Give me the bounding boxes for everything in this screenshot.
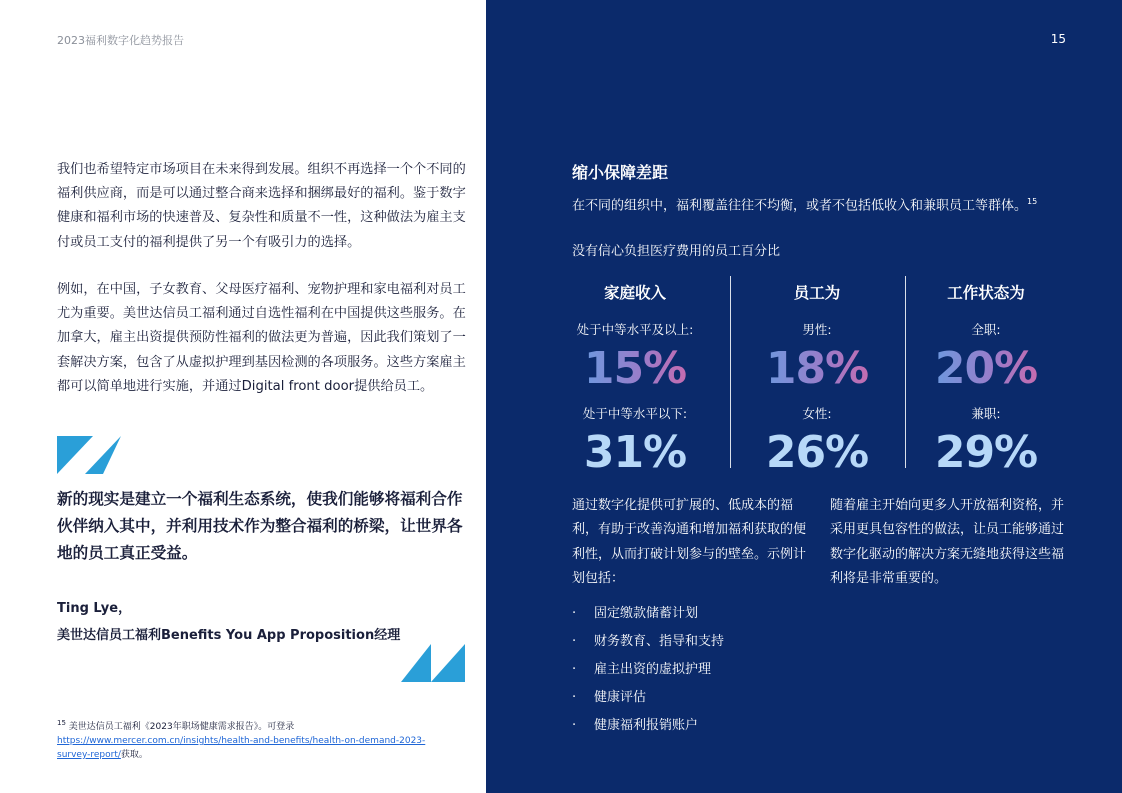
footnote-link[interactable]: https://www.mercer.com.cn/insights/health-and-benefits/health-on-demand-2023-survey-report/ [57, 736, 426, 760]
subtitle-text: 在不同的组织中，福利覆盖往往不均衡，或者不包括低收入和兼职员工等群体。 [572, 198, 1028, 214]
stat-label-top: 男性: [802, 322, 832, 337]
list-item [572, 688, 724, 716]
section-title: 缩小保障差距 [572, 163, 669, 182]
column-divider [730, 276, 731, 468]
stat-column-work-status [914, 278, 1058, 482]
list-item [572, 660, 724, 688]
stat-label-bottom: 女性: [802, 406, 832, 421]
footnote [57, 716, 457, 762]
footnote-text: 美世达信员工福利《2023年职场健康需求报告》。可登录 [65, 722, 295, 732]
stat-value-bottom: 29% [934, 427, 1038, 478]
list-item-text: 雇主出资的虚拟护理 [594, 662, 712, 677]
quote-mark-icon [57, 436, 121, 474]
bullet-icon: · [572, 662, 577, 677]
stat-value-bottom: 26% [765, 427, 869, 478]
page-number: 15 [1050, 32, 1066, 46]
bullet-icon: · [572, 718, 577, 733]
body-paragraph-digital: 通过数字化提供可扩展的、低成本的福利，有助于改善沟通和增加福利获取的便利性，从而打破计划参与的壁垒。示例计划包括： [572, 498, 807, 586]
subtitle-footnote-ref: 15 [1027, 197, 1038, 206]
stat-value-top: 20% [914, 340, 1058, 398]
list-item-text: 财务教育、指导和支持 [594, 634, 725, 649]
body-paragraph-1: 我们也希望特定市场项目在未来得到发展。组织不再选择一个个不同的福利供应商，而是可以通过整合商来选择和捆绑最好的福利。鉴于数字健康和福利市场的快速普及、复杂性和质量不一性，这种做法为雇主支付或员工支付的福利提供了另一个有吸引力的选择。 [57, 162, 466, 250]
bullet-icon: · [572, 606, 577, 621]
pull-quote: 新的现实是建立一个福利生态系统，使我们能够将福利合作伙伴纳入其中，并利用技术作为整合福利的桥梁，让世界各地的员工真正受益。 [57, 490, 463, 562]
list-item-text: 健康评估 [594, 690, 647, 705]
quote-mark-closing-icon [401, 644, 465, 682]
footnote-suffix: 获取。 [120, 750, 148, 760]
stat-heading: 员工为 [793, 284, 841, 302]
body-paragraph-inclusion: 随着雇主开始向更多人开放福利资格，并采用更具包容性的做法，让员工能够通过数字化驱动的解决方案无缝地获得这些福利将是非常重要的。 [830, 498, 1065, 586]
body-paragraph-2: 例如，在中国，子女教育、父母医疗福利、宠物护理和家电福利对员工尤为重要。美世达信员工福利通过自选性福利在中国提供这些服务。在加拿大，雇主出资提供预防性福利的做法更为普遍，因此我们策划了一套解决方案，包含了从虚拟护理到基因检测的各项服务。这些方案雇主都可以简单地进行实施，并通过Digital front door提供给员工。 [57, 282, 466, 394]
quote-author-name: Ting Lye， [57, 601, 132, 616]
bullet-icon: · [572, 690, 577, 705]
quote-author-title: 美世达信员工福利Benefits You App Proposition经理 [57, 628, 401, 643]
stat-label-top: 全职: [971, 322, 1001, 337]
stat-column-gender [742, 278, 892, 482]
running-title: 2023福利数字化趋势报告 [57, 34, 184, 47]
stat-column-household-income [562, 278, 708, 482]
stat-value-top: 15% [562, 340, 708, 398]
bullet-icon: · [572, 634, 577, 649]
stat-label-bottom: 处于中等水平以下: [582, 406, 688, 421]
list-item [572, 716, 724, 744]
column-divider [905, 276, 906, 468]
right-panel [486, 0, 1122, 793]
left-page [0, 0, 486, 793]
stat-label-top: 处于中等水平及以上: [576, 322, 694, 337]
plan-examples-list [572, 604, 724, 744]
stat-heading: 家庭收入 [603, 284, 666, 302]
list-item-text: 健康福利报销账户 [594, 718, 699, 733]
list-item [572, 632, 724, 660]
stat-value-bottom: 31% [583, 427, 687, 478]
section-subtitle [572, 192, 1092, 216]
list-item-text: 固定缴款储蓄计划 [594, 606, 699, 621]
stat-value-top: 18% [742, 340, 892, 398]
stat-label-bottom: 兼职: [971, 406, 1001, 421]
stats-title: 没有信心负担医疗费用的员工百分比 [572, 244, 781, 259]
list-item [572, 604, 724, 632]
stat-heading: 工作状态为 [947, 284, 1025, 302]
footnote-marker: 15 [57, 719, 66, 727]
